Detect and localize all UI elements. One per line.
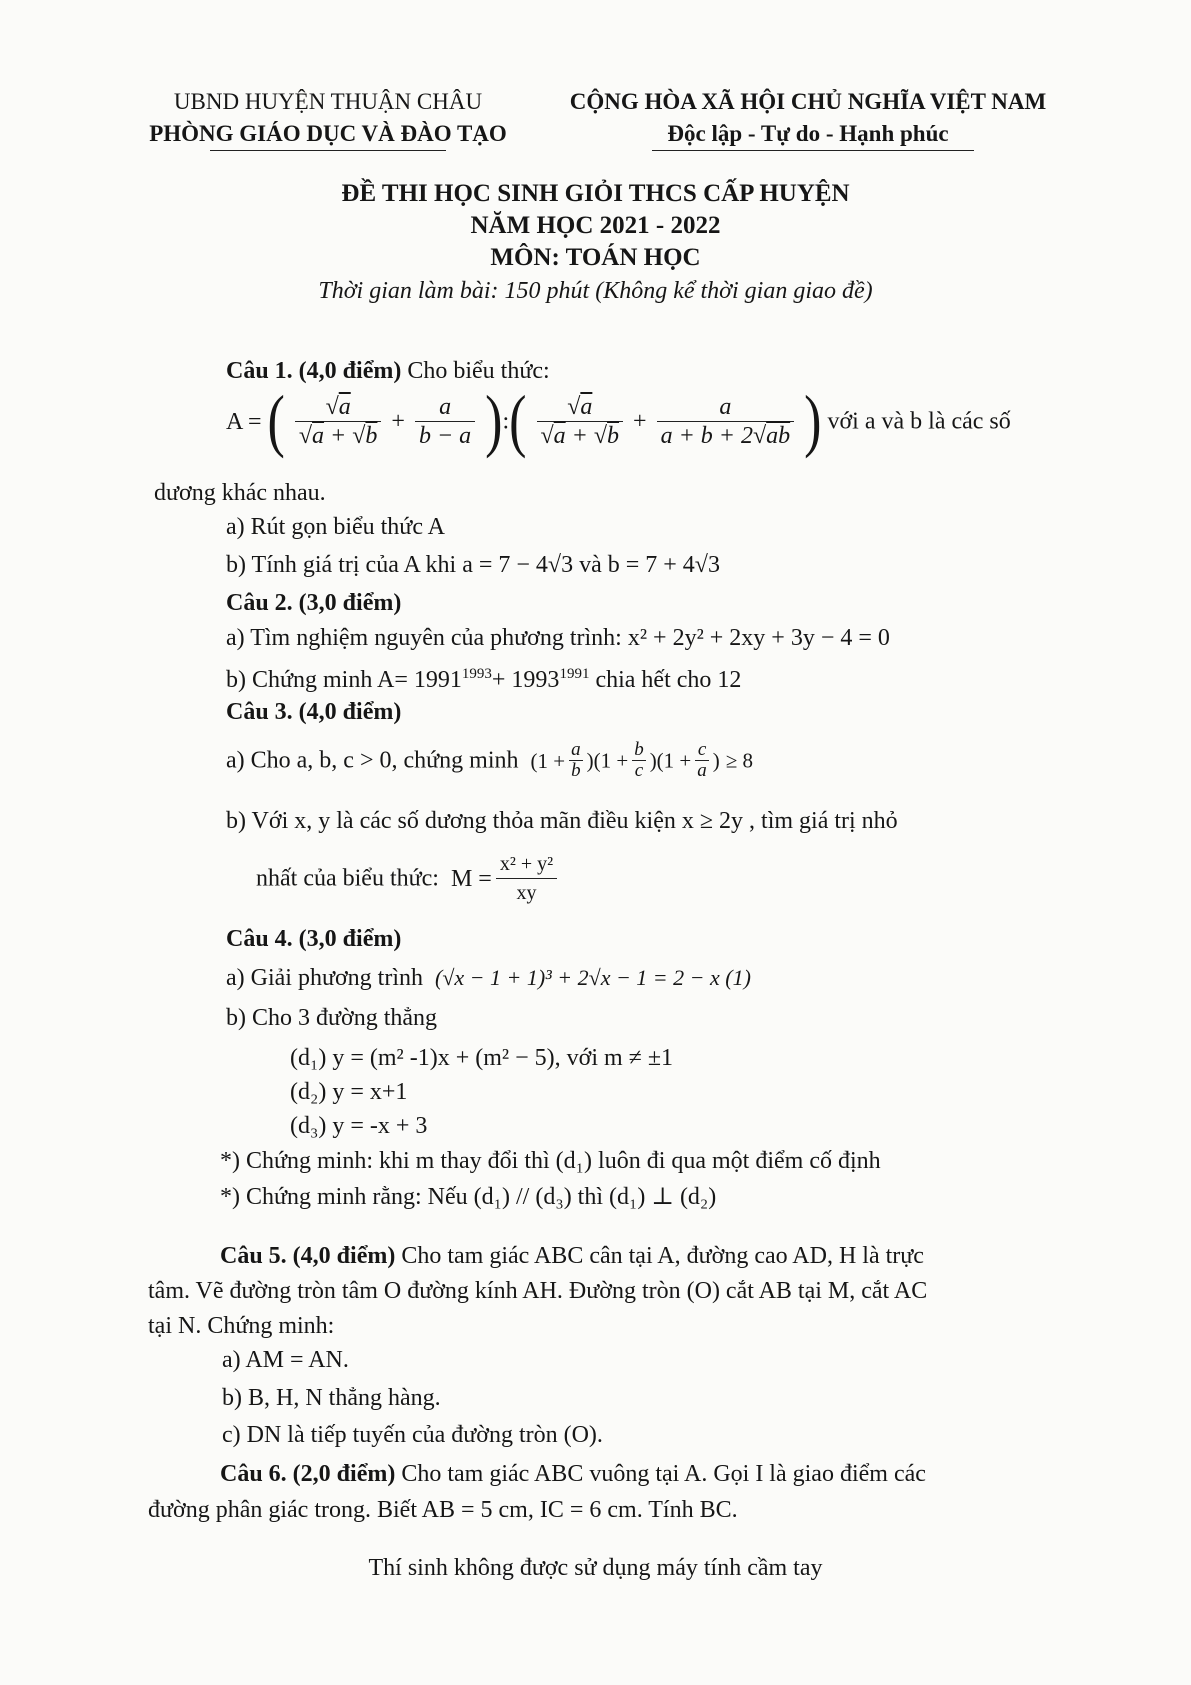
- line-d1: (d₁) y = (m² -1)x + (m² − 5), với m ≠ ±1: [290, 1045, 674, 1071]
- q1-expression: A = ( $\frac{√a}{√a + √b}$ + $\frac{a}{b - a}$ ):( $\frac{√a}{√a + √b}$ + $\frac{a}{a + b + 2√ab}$ ) với a và b là các số: [226, 382, 1011, 460]
- national-motto-block: [548, 86, 1068, 150]
- exam-title: ĐỀ THI HỌC SINH GIỎI THCS CẤP HUYỆN: [341, 180, 850, 207]
- line-d3: (d₃) y = -x + 3: [290, 1113, 428, 1139]
- q1-part-b: b) Tính giá trị của A khi a = 7 − 4√3 và b = 7 + 4√3: [226, 552, 720, 578]
- q3-label: Câu 3. (4,0 điểm): [226, 699, 402, 725]
- q1-continuation: dương khác nhau.: [154, 480, 326, 506]
- footer-note: Thí sinh không được sử dụng máy tính cầm tay: [368, 1555, 823, 1581]
- q1-intro: Cho biểu thức:: [401, 358, 550, 384]
- q5-part-a: a) AM = AN.: [222, 1347, 349, 1373]
- school-year: NĂM HỌC 2021 - 2022: [470, 212, 721, 239]
- subject: MÔN: TOÁN HỌC: [490, 244, 701, 271]
- issuer-line-2: PHÒNG GIÁO DỤC VÀ ĐÀO TẠO: [149, 121, 507, 146]
- q3-part-b-line1: b) Với x, y là các số dương thỏa mãn điều kiện x ≥ 2y , tìm giá trị nhỏ: [226, 808, 898, 834]
- issuer-line-1: UBND HUYỆN THUẬN CHÂU: [173, 89, 483, 114]
- time-limit: Thời gian làm bài: 150 phút (Không kể thời gian giao đề): [318, 278, 873, 304]
- q5-line2: tâm. Vẽ đường tròn tâm O đường kính AH. Đường tròn (O) cắt AB tại M, cắt AC: [148, 1278, 928, 1304]
- q1-label: Câu 1. (4,0 điểm): [226, 358, 402, 384]
- q6-line2: đường phân giác trong. Biết AB = 5 cm, IC = 6 cm. Tính BC.: [148, 1497, 738, 1523]
- q4-part-a: a) Giải phương trình (√x − 1 + 1)³ + 2√x − 1 = 2 − x (1): [226, 965, 751, 991]
- q5-part-b: b) B, H, N thẳng hàng.: [222, 1385, 441, 1411]
- q1-part-a: a) Rút gọn biểu thức A: [226, 514, 445, 540]
- issuer-block: [128, 86, 528, 150]
- q6-line1: Câu 6. (2,0 điểm) Cho tam giác ABC vuông tại A. Gọi I là giao điểm các: [220, 1461, 926, 1487]
- q2-part-a: a) Tìm nghiệm nguyên của phương trình: x² + 2y² + 2xy + 3y − 4 = 0: [226, 625, 890, 651]
- q4-part-b: b) Cho 3 đường thẳng: [226, 1005, 438, 1031]
- q1-heading: [226, 356, 550, 386]
- q5-line3: tại N. Chứng minh:: [148, 1313, 335, 1339]
- q5-part-c: c) DN là tiếp tuyến của đường tròn (O).: [222, 1422, 603, 1448]
- national-motto: Độc lập - Tự do - Hạnh phúc: [667, 121, 949, 146]
- q1-tail: với a và b là các số: [827, 408, 1011, 435]
- national-name: CỘNG HÒA XÃ HỘI CHỦ NGHĨA VIỆT NAM: [569, 89, 1047, 114]
- q4-equation: (√x − 1 + 1)³ + 2√x − 1 = 2 − x (1): [435, 965, 751, 990]
- q4-statement-1: *) Chứng minh: khi m thay đổi thì (d₁) luôn đi qua một điểm cố định: [220, 1148, 881, 1174]
- q5-line1: Câu 5. (4,0 điểm) Cho tam giác ABC cân tại A, đường cao AD, H là trực: [220, 1243, 924, 1269]
- q2-part-b: b) Chứng minh $A= 1991^{1993}+ 1993^{1991}$ chia hết cho 12: [226, 666, 742, 693]
- q4-statement-2: *) Chứng minh rằng: Nếu (d₁) // (d₃) thì (d₁) ⊥ (d₂): [220, 1184, 717, 1210]
- q2-label: Câu 2. (3,0 điểm): [226, 590, 402, 616]
- issuer-underline: [210, 150, 446, 151]
- line-d2: (d₂) y = x+1: [290, 1079, 408, 1105]
- q3-part-b-line2: nhất của biểu thức: M = $\frac{\text{x² + y²}}{xy}$: [256, 850, 561, 912]
- q4-label: Câu 4. (3,0 điểm): [226, 926, 402, 952]
- q3-part-a: a) Cho a, b, c > 0, chứng minh (1 + $\frac{a}{b}$ )(1 + $\frac{b}{c}$ )(1 + $\frac{c}{a}$ ) ≥ 8: [226, 739, 754, 781]
- motto-underline: [652, 150, 974, 151]
